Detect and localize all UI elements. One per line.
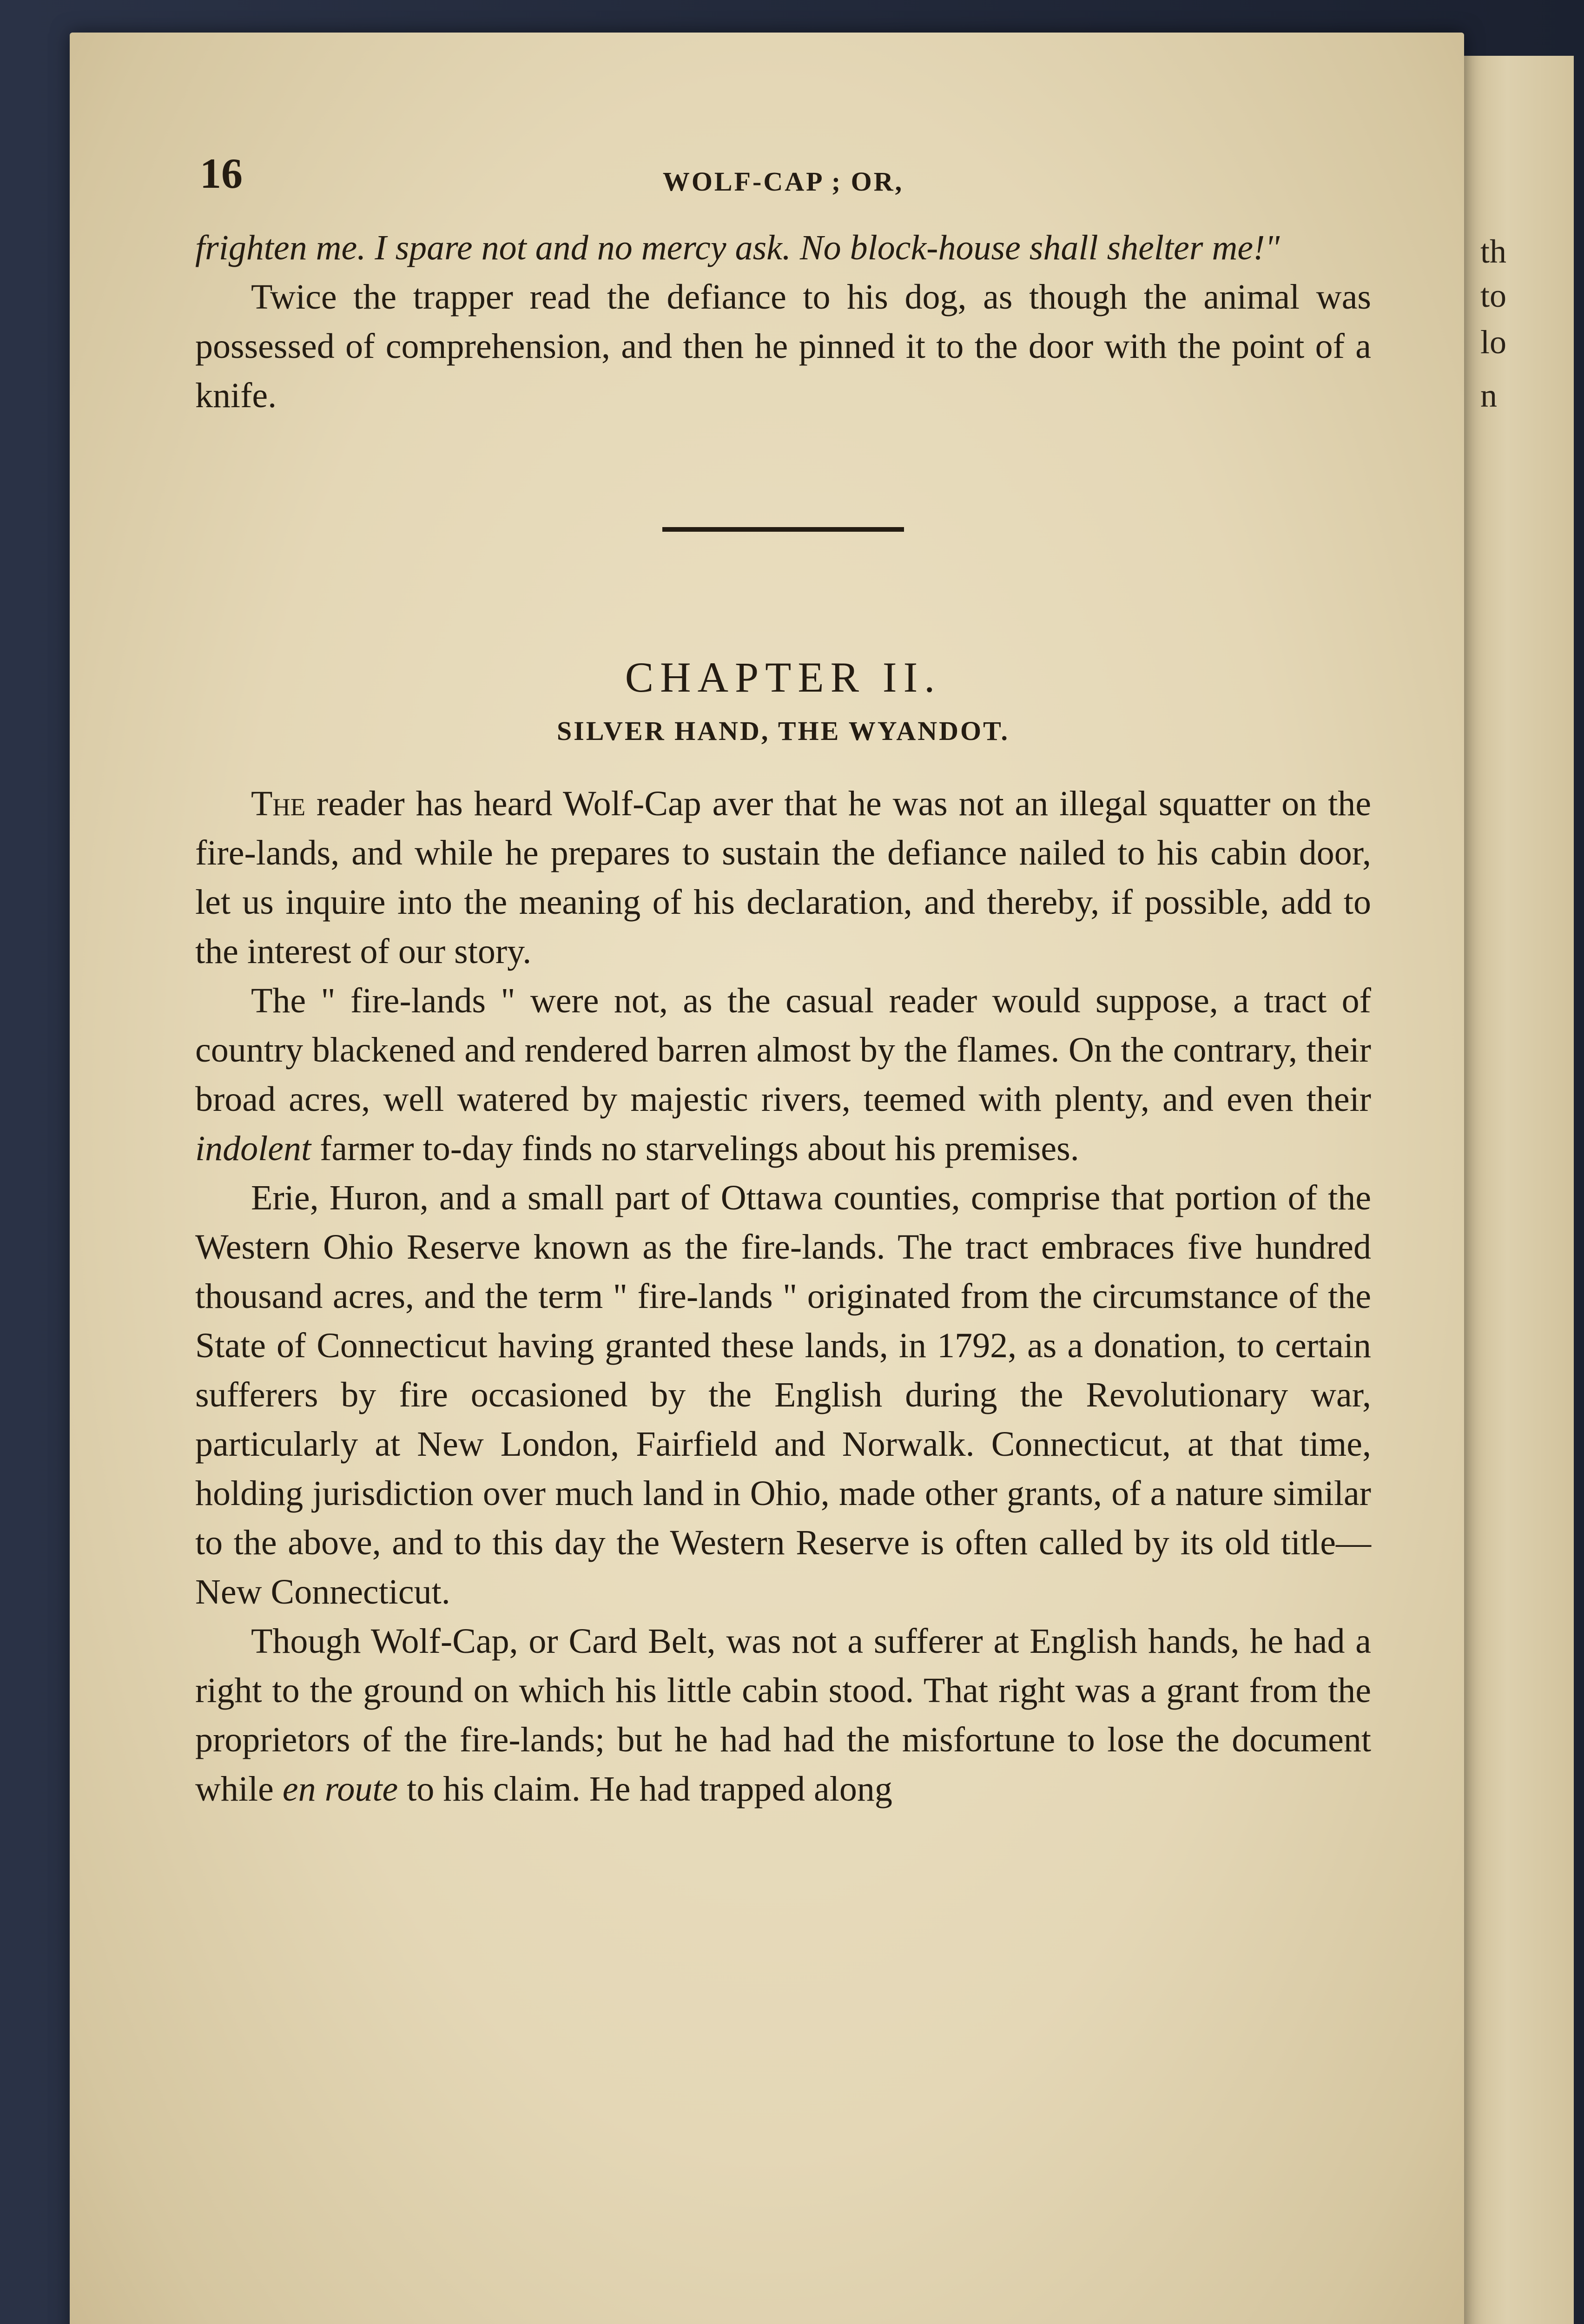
paragraph	[195, 779, 1371, 976]
paragraph: Erie, Huron, and a small part of Ottawa counties, comprise that portion of the Western Ohio Reserve known as the fire-lands. The tract embraces five hundred thousand acres, and the term " fire-lands " originated from the circumstance of the State of Connecticut having granted these lands, in 1792, as a donation, to certain sufferers by fire occasioned by the English during the Revolutionary war, particularly at New London, Fairfield and Norwalk. Connecticut, at that time, holding jurisdiction over much land in Ohio, made other grants, of a nature similar to the above, and to this day the Western Reserve is often called by its old title—New Connecticut.	[195, 1178, 1371, 1611]
section-divider	[662, 527, 904, 532]
facing-page-edge	[1459, 56, 1574, 2324]
paragraph-text: farmer to-day finds no starvelings about his premises.	[311, 1129, 1079, 1168]
chapter-title: CHAPTER II.	[625, 654, 942, 701]
edge-fragment: th	[1480, 233, 1507, 270]
page-content	[195, 139, 1371, 1814]
running-head: WOLF-CAP ; OR,	[662, 166, 904, 197]
page-number: 16	[200, 150, 243, 197]
edge-fragment: n	[1480, 377, 1497, 414]
edge-fragment: to	[1480, 277, 1507, 314]
paragraph-text: Though Wolf-Cap, or Card Belt, was not a sufferer at English hands, he had a right to the ground on which his little cabin stood. That right was a grant from the proprietors of the fire-lands; but he had had the misfortune to lose the document while	[195, 1622, 1371, 1809]
drop-word: The	[251, 784, 306, 823]
edge-fragment: lo	[1480, 324, 1507, 361]
italic-word: indolent	[195, 1129, 311, 1168]
italic-phrase: en route	[282, 1769, 398, 1809]
paragraph	[195, 976, 1371, 1173]
page-header	[195, 139, 1371, 205]
paragraph-quote-end: frighten me. I spare not and no mercy ask. No block-house shall shelter me!"	[195, 228, 1280, 267]
paragraph	[195, 1617, 1371, 1814]
paragraph-text: The " fire-lands " were not, as the casual reader would suppose, a tract of country blackened and rendered barren almost by the flames. On the contrary, their broad acres, well watered by majestic rivers, teemed with plenty, and even their	[195, 981, 1371, 1119]
paragraph: Twice the trapper read the defiance to his dog, as though the animal was possessed of comprehension, and then he pinned it to the door with the point of a knife.	[195, 277, 1371, 415]
chapter-subtitle: SILVER HAND, THE WYANDOT.	[556, 716, 1010, 746]
paragraph-text: to his claim. He had trapped along	[398, 1769, 892, 1809]
paragraph-text: reader has heard Wolf-Cap aver that he was not an illegal squatter on the fire-lands, and while he prepares to sustain the defiance nailed to his cabin door, let us inquire into the meaning of his declaration, and thereby, if possible, add to the interest of our story.	[195, 784, 1371, 971]
